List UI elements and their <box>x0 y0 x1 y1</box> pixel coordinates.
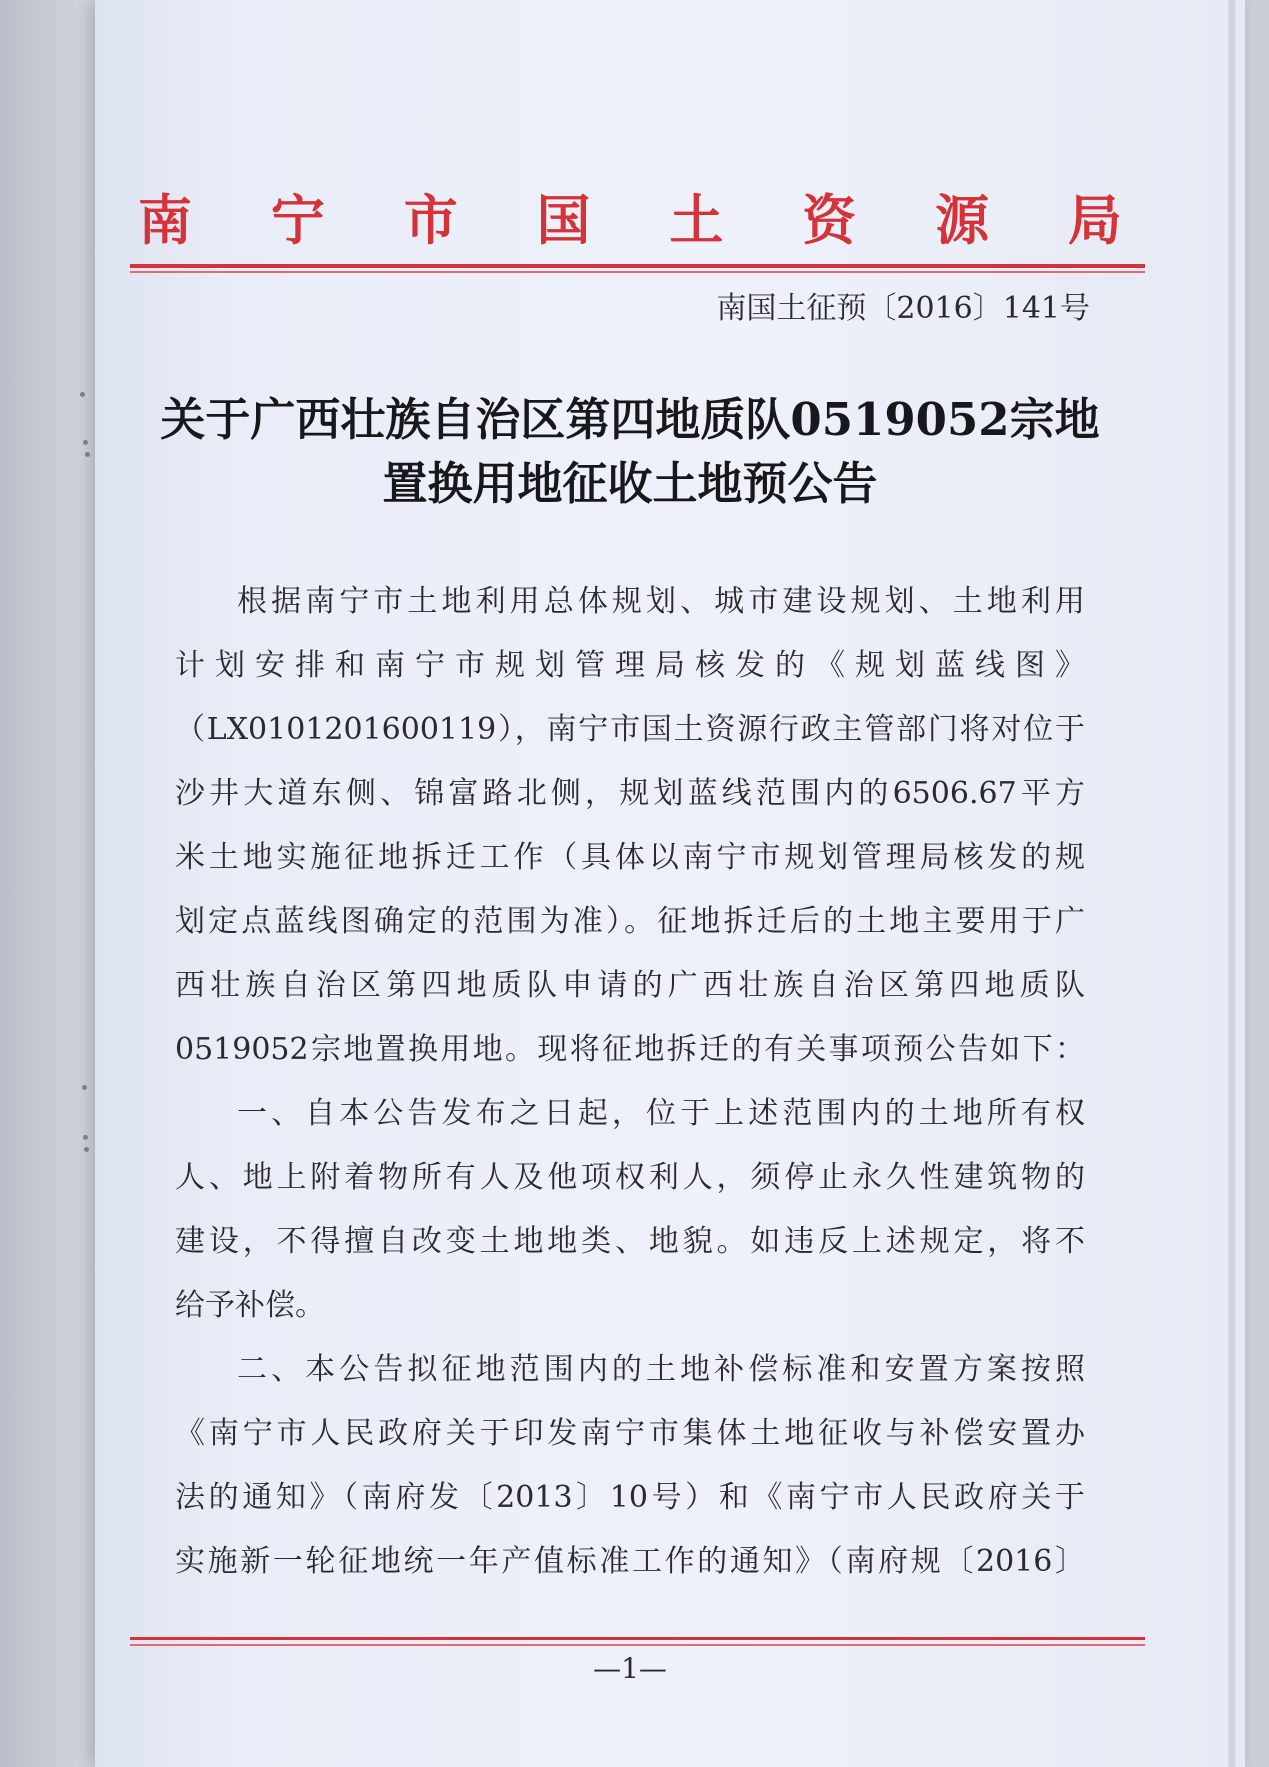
binding-hole <box>82 1085 87 1090</box>
binding-hole <box>80 392 85 397</box>
page-number: —1— <box>593 1652 667 1685</box>
binding-hole <box>83 1135 88 1140</box>
background-surface <box>0 0 95 1767</box>
body-line: 人、地上附着物所有人及他项权利人，须停止永久性建筑物的 <box>175 1160 1085 1195</box>
issuing-organization <box>130 176 1130 256</box>
body-line: 划定点蓝线图确定的范围为准）。征地拆迁后的土地主要用于广 <box>175 904 1085 939</box>
page-fold-shadow <box>1228 0 1236 1767</box>
body-line: 计划安排和南宁市规划管理局核发的《规划蓝线图》 <box>175 648 1085 683</box>
body-line: 西壮族自治区第四地质队申请的广西壮族自治区第四地质队 <box>175 968 1085 1003</box>
body-line: 米土地实施征地拆迁工作（具体以南宁市规划管理局核发的规 <box>175 840 1085 875</box>
document-number: 南国土征预〔2016〕141号 <box>716 291 1090 326</box>
footer-rule <box>130 1637 1145 1640</box>
body-line: 给予补偿。 <box>175 1288 325 1323</box>
binding-hole <box>83 440 88 445</box>
document-title <box>150 388 1110 516</box>
title-line-1: 关于广西壮族自治区第四地质队0519052宗地 <box>160 393 1100 446</box>
body-line: （LX0101201600119），南宁市国土资源行政主管部门将对位于 <box>175 712 1085 747</box>
org-char: 源 <box>935 187 990 252</box>
body-line: 沙井大道东侧、锦富路北侧，规划蓝线范围内的6506.67平方 <box>175 776 1085 811</box>
body-line: 一、自本公告发布之日起，位于上述范围内的土地所有权 <box>237 1096 1085 1131</box>
binding-hole <box>85 452 90 457</box>
header-rule-thin <box>130 271 1145 273</box>
org-char: 资 <box>802 187 857 252</box>
body-line: 根据南宁市土地利用总体规划、城市建设规划、土地利用 <box>237 584 1085 619</box>
binding-hole <box>84 1147 89 1152</box>
org-char: 国 <box>536 187 591 252</box>
org-char: 南 <box>138 187 192 252</box>
footer-rule-thin <box>130 1644 1145 1646</box>
body-line: 法的通知》（南府发〔2013〕10号）和《南宁市人民政府关于 <box>175 1480 1085 1515</box>
body-line: 0519052宗地置换用地。现将征地拆迁的有关事项预公告如下： <box>175 1032 1085 1067</box>
org-char: 局 <box>1067 187 1122 252</box>
org-char: 市 <box>403 187 458 252</box>
body-line: 实施新一轮征地统一年产值标准工作的通知》（南府规〔2016〕 <box>175 1544 1085 1579</box>
body-line: 二、本公告拟征地范围内的土地补偿标准和安置方案按照 <box>237 1352 1085 1387</box>
org-char: 宁 <box>270 187 325 252</box>
org-char: 土 <box>669 187 724 252</box>
title-line-2: 置换用地征收土地预公告 <box>382 457 878 510</box>
body-line: 建设，不得擅自改变土地地类、地貌。如违反上述规定，将不 <box>175 1224 1085 1259</box>
header-rule <box>130 264 1145 268</box>
document-body <box>175 570 1085 1594</box>
body-line: 《南宁市人民政府关于印发南宁市集体土地征收与补偿安置办 <box>175 1416 1085 1451</box>
